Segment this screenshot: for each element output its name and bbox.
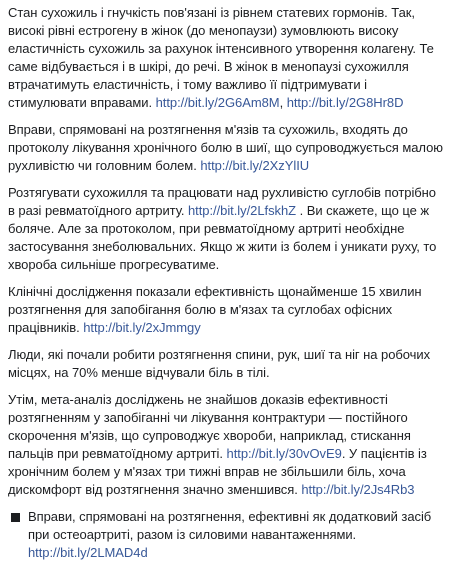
source-link[interactable]: http://bit.ly/30vOvE9: [226, 446, 342, 461]
paragraph-text: . Ви скажете, що це ж боляче. Але за протоколом, при ревматоїдному артриті необхідне застосування знеболювальних. Якщо ж жити із болем і уникати руху, то хвороба сильніше прогресуватиме.: [8, 203, 437, 272]
paragraph-text: Вправи, спрямовані на розтягнення м'язів та сухожиль, входять до протоколу лікування хронічного болю в шиї, що супроводжується малою рухливістю чи головним болем.: [8, 122, 443, 173]
paragraph-clinical-studies: [8, 283, 444, 337]
source-link[interactable]: http://bit.ly/2Js4Rb3: [301, 482, 415, 497]
paragraph-text: . У пацієнтів із хронічним болем у м'язах три тижні вправ не збільшили біль, хоча дискомфорт від розтягнення значно зменшився.: [8, 446, 427, 497]
paragraph-text: Стан сухожиль і гнучкість пов'язані із рівнем статевих гормонів. Так, високі рівні естрогену в жінок (до менопаузи) зумовлюють високу еластичність сухожиль за рахунок інтенсивного утворення колагену. Те саме відбувається і в шкірі, до речі. В жінок в менопаузі сухожилля втрачатимуть еластичність, і тому важливо її підтримувати і стимулювати вправами.: [8, 5, 434, 110]
source-link[interactable]: http://bit.ly/2LfskhZ: [187, 203, 297, 218]
paragraph-text: Утім, мета-аналіз досліджень не знайшов доказів ефективності розтягненням у запобіганні чи лікування контрактури — постійного скорочення м'язів, що супроводжує хвороби, наприклад, стискання пальців при ревматоїдному артриті.: [8, 392, 411, 461]
paragraph-text: Люди, які почали робити розтягнення спини, рук, шиї та ніг на робочих місцях, на 70% менше відчували біль в тілі.: [8, 347, 431, 380]
source-link[interactable]: http://bit.ly/2xJmmgy: [83, 320, 201, 335]
paragraph-text: Розтягувати сухожилля та працювати над рухливістю суглобів потрібно в разі ревматоїдного артриту.: [8, 185, 436, 218]
separator-text: ,: [279, 95, 287, 110]
paragraph-hormones: [8, 4, 444, 112]
paragraph-rheumatoid-arthritis: [8, 184, 444, 274]
paragraph-neck-pain: [8, 121, 444, 175]
source-link[interactable]: http://bit.ly/2XzYlIU: [200, 158, 310, 173]
paragraph-meta-analysis: [8, 391, 444, 499]
bullet-paragraph-osteoarthritis: [8, 508, 444, 562]
paragraph-workplace-stretching: [8, 346, 444, 382]
paragraph-text: Вправи, спрямовані на розтягнення, ефективні як додатковий засіб при остеоартриті, разом із силовими навантаженнями.: [28, 509, 432, 542]
source-link[interactable]: http://bit.ly/2LMAD4d: [28, 545, 148, 560]
source-link[interactable]: http://bit.ly/2G8Hr8D: [286, 95, 404, 110]
paragraph-text: Клінічні дослідження показали ефективність щонайменше 15 хвилин розтягнення для запобігання болю в м'язах та суглобах офісних працівників.: [8, 284, 422, 335]
black-square-bullet-icon: [11, 513, 20, 522]
source-link[interactable]: http://bit.ly/2G6Am8M: [155, 95, 280, 110]
